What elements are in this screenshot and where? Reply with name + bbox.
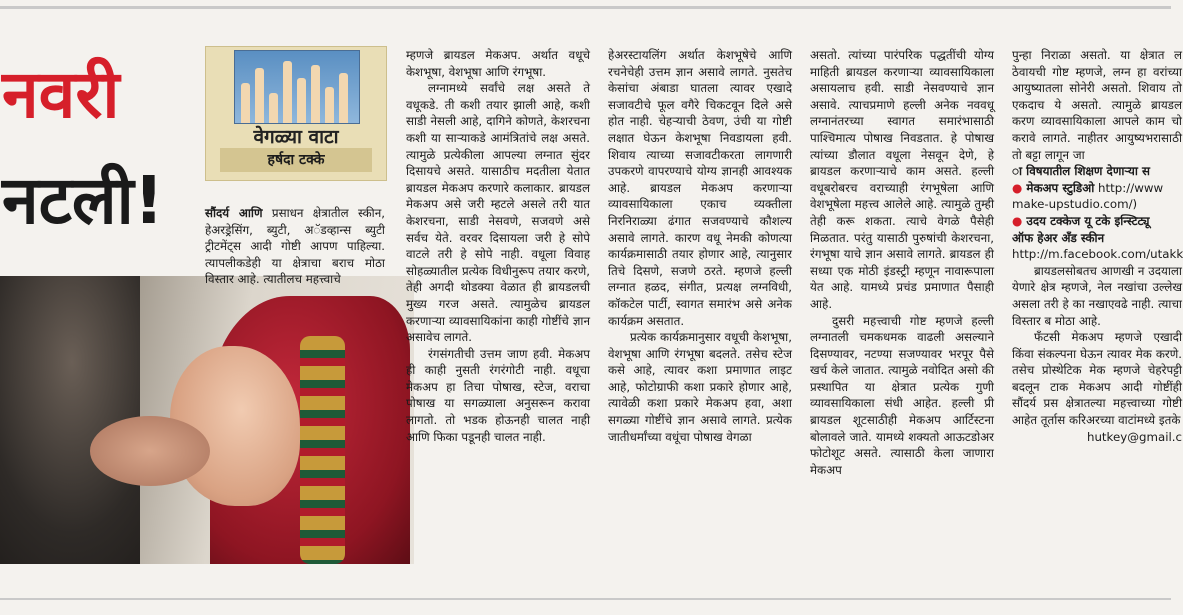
- bridal-makeup-photo: [0, 276, 414, 564]
- institutes-heading: ा विषयातील शिक्षण देणाऱ्या स: [1012, 164, 1151, 179]
- col2-para-1: म्हणजे ब्रायडल मेकअप. अर्थात वधूचे केशभूषा, वेशभूषा आणि रंगभूषा.: [406, 48, 590, 79]
- col5-para-1: पुन्हा निराळा असतो. या क्षेत्रात ल ठेवायची गोष्ट म्हणजे, लग्न हा वरांच्या आयुष्यातला सोनेरी असतो. शिवाय तो एकदाच ये असतो. त्यामुळे ब्रायडल करण व्यावसायिकाला आपले काम चो करावे लागते. नाहीतर आयुष्यभरासाठी तो बट्टा लागून जा: [1012, 48, 1182, 162]
- col3-para-2: प्रत्येक कार्यक्रमानुसार वधूची केशभूषा, वेशभूषा आणि रंगभूषा बदलते. तसेच स्टेज कसे आहे, त्यावर कशा प्रमाणात लाइट आहे, फोटोग्राफी कशा प्रकारे होणार आहे, त्यावेळी कशा प्रकारे मेकअप हवा, अशा सगळ्या गोष्टींचे ज्ञान असावे लागते. प्रत्येक जातीधर्मांच्या वधूंचा पोषाख वेगळा: [608, 330, 792, 444]
- col1-text: प्रसाधन क्षेत्रातील स्कीन, हेअरड्रेसिंग, ब्युटी, अॅडव्हान्स ब्युटी ट्रीटमेंट्स आदी गोष्टी आपण पाहिल्या. त्यापलीकडेही या क्षेत्राचा बराच मोठा विस्तार आहे. त्यातीलच महत्त्वाचे: [205, 206, 385, 287]
- institute-url: http://m.facebook.com/utakk: [1012, 247, 1183, 262]
- author-email: hutkey@gmail.c: [1086, 429, 1182, 444]
- column-illustration: [234, 50, 360, 124]
- section-name: वेगळ्या वाटा: [253, 126, 339, 148]
- article-column-3: [608, 47, 792, 445]
- col4-para-2: दुसरी महत्त्वाची गोष्ट म्हणजे हल्ली लग्नातली चमकधमक वाढली असल्याने दिसण्यावर, नटण्या सजण्यावर भरपूर पैसे खर्च केले जातात. त्यामुळे नवोदित असो की प्रस्थापित या क्षेत्रात प्रत्येक गुणी व्यावसायिकाला संधी आहेत. हल्ली प्री ब्रायडल शूटसाठीही मेकअप आर्टिस्टना बोलावले जाते. यामध्ये शक्यतो आऊटडोअर फोटोशूट असते. त्यासाठी केला जाणारा मेकअप: [810, 313, 994, 477]
- col5-para-3: फँटसी मेकअप म्हणजे एखादी किंवा संकल्पना घेऊन त्यावर मेक करणे. तसेच प्रोस्थेटिक मेक म्हणजे चेहरेपट्टी बदलून टाक मेकअप आदी गोष्टींही सौंदर्य प्रस क्षेत्रातल्या महत्त्वाच्या गोष्टी आहेत तूर्तास करिअरच्या वाटांमध्ये इतके: [1012, 330, 1182, 428]
- article-column-5: [1012, 47, 1182, 445]
- article-column-1: [205, 205, 385, 288]
- studio-url-cont: make-upstudio.com/): [1012, 197, 1138, 212]
- bullet-icon: ●: [1012, 213, 1027, 228]
- lead-in: सौंदर्य आणि: [205, 206, 263, 220]
- col4-para-1: असतो. त्यांच्या पारंपरिक पद्धतींची योग्य माहिती ब्रायडल करणाऱ्या व्यावसायिकाला असायलाच हवी. साडी नेसवण्याचे ज्ञान असावे. त्याचप्रमाणे हल्ली अनेक नववधू लग्नानंतरच्या स्वागत समारंभासाठी पाश्चिमात्य पोषाख निवडतात. हे पोषाख त्यांच्या डौलात वधूला नेसवून देणे, हे ब्रायडल करणाऱ्याचे काम असते. हल्ली वधूबरोबरच वराच्याही रंगभूषेला आणि वेशभूषेला महत्त्व आलेले आहे. त्यामुळे तुम्ही तेही करू शकता. त्याचे वेगळे पैसेही मिळतात. परंतु यासाठी पुरुषांची केशरचना, रंगभूषा याचे ज्ञान असावे लागते. ब्रायडल ही सध्या एक मोठी इंडस्ट्री म्हणून नावारूपाला येत आहे. यामध्ये प्रचंड प्रमाणात पैसाही आहे.: [810, 48, 994, 311]
- headline-line-2: नटली!: [2, 162, 164, 239]
- col2-para-2: लग्नामध्ये सर्वांचे लक्ष असते ते वधूकडे. ती कशी तयार झाली आहे, कशी साडी नेसली आहे, दागिने कोणते, केशरचना कशी या साऱ्याकडे आमंत्रितांचे लक्ष असते. त्यामुळे प्रत्येकीला आपल्या लग्नात सुंदर दिसायचे असते. यासाठीच मदतीला येतात ब्रायडल मेकअप करणारे कलाकार. ब्रायडल मेकअप असे जरी म्हटले असले तरी यात केशरचना, साडी नेसवणे, सजवणे असे सर्वच येते. वरवर दिसायला जरी हे सोपे वाटले तरी हे सोपे नाही. वधूला विवाह सोहळ्यातील प्रत्येक विधीनुरूप तयार करणे, तेही अगदी थोडक्या वेळात ही ब्रायडलची मुख्य गरज असते. त्यामुळेच ब्रायडल करणाऱ्या व्यावसायिकांना काही गोष्टींचे ज्ञान असावेच लागते.: [406, 81, 590, 345]
- bride-saree-border: [300, 336, 345, 564]
- studio-url: http://www: [1094, 180, 1164, 195]
- article-column-2: [406, 47, 590, 445]
- bullet-icon: ●: [1012, 180, 1027, 195]
- col3-para-1: हेअरस्टायलिंग अर्थात केशभूषेचे आणि रचनेचेही उत्तम ज्ञान असावे लागते. नुसतेच केसांचा अंबाडा घातला त्यावर एखादे सजावटीचे फूल वगैरे चिकटवून दिले असे होत नाही. चेहऱ्याची ठेवण, उंची या गोष्टी लक्षात घेऊन केशभूषा निवडायला हवी. शिवाय त्याच्या सजावटीकरता लागणारी उपकरणे वापरण्याचे योग्य ज्ञानही आवश्यक आहे. ब्रायडल मेकअप करणाऱ्या व्यावसायिकाला एकाच व्यक्तीला निरनिराळ्या ढंगात सजवण्याचे कौशल्य असावे लागते. कारण वधू नेमकी कोणत्या कार्यक्रमासाठी तयार होणार आहे, त्यानुसार तिचे दिसणे, सजणे ठरते. म्हणजे हल्ली लग्नात हळद, संगीत, प्रत्यक्ष लग्नविधी, कॉकटेल पार्टी, स्वागत समारंभ असे अनेक कार्यक्रम असतात.: [608, 48, 792, 328]
- col2-para-3: रंगसंगतीची उत्तम जाण हवी. मेकअप ही काही नुसती रंगरंगोटी नाही. वधूचा मेकअप हा तिचा पोषाख, स्टेज, वराचा पोषाख या सगळ्याला अनुसरून करावा लागतो. तो भडक होऊनही चालत नाही आणि फिका पडूनही चालत नाही.: [406, 346, 590, 444]
- studio-name: मेकअप स्टुडिओ: [1026, 180, 1095, 195]
- makeup-hand: [90, 416, 210, 486]
- institute-name-cont: ऑफ हेअर अँड स्कीन: [1012, 230, 1105, 245]
- headline-line-1: नवरी: [2, 56, 120, 133]
- institute-name: उदय टक्केज यू टके इन्स्टिट्यू: [1026, 213, 1150, 228]
- author-name: हर्षदा टक्के: [220, 148, 372, 172]
- bottom-rule: [0, 598, 1171, 600]
- top-rule: [0, 6, 1171, 9]
- col5-para-2: ब्रायडलसोबतच आणखी न उदयाला येणारे क्षेत्र म्हणजे, नेल नखांचा उल्लेख असला तरी हे का नखाएवढे नाही. त्याचा विस्तार ब मोठा आहे.: [1012, 263, 1182, 328]
- article-column-4: [810, 47, 994, 478]
- column-header-box: [205, 46, 387, 181]
